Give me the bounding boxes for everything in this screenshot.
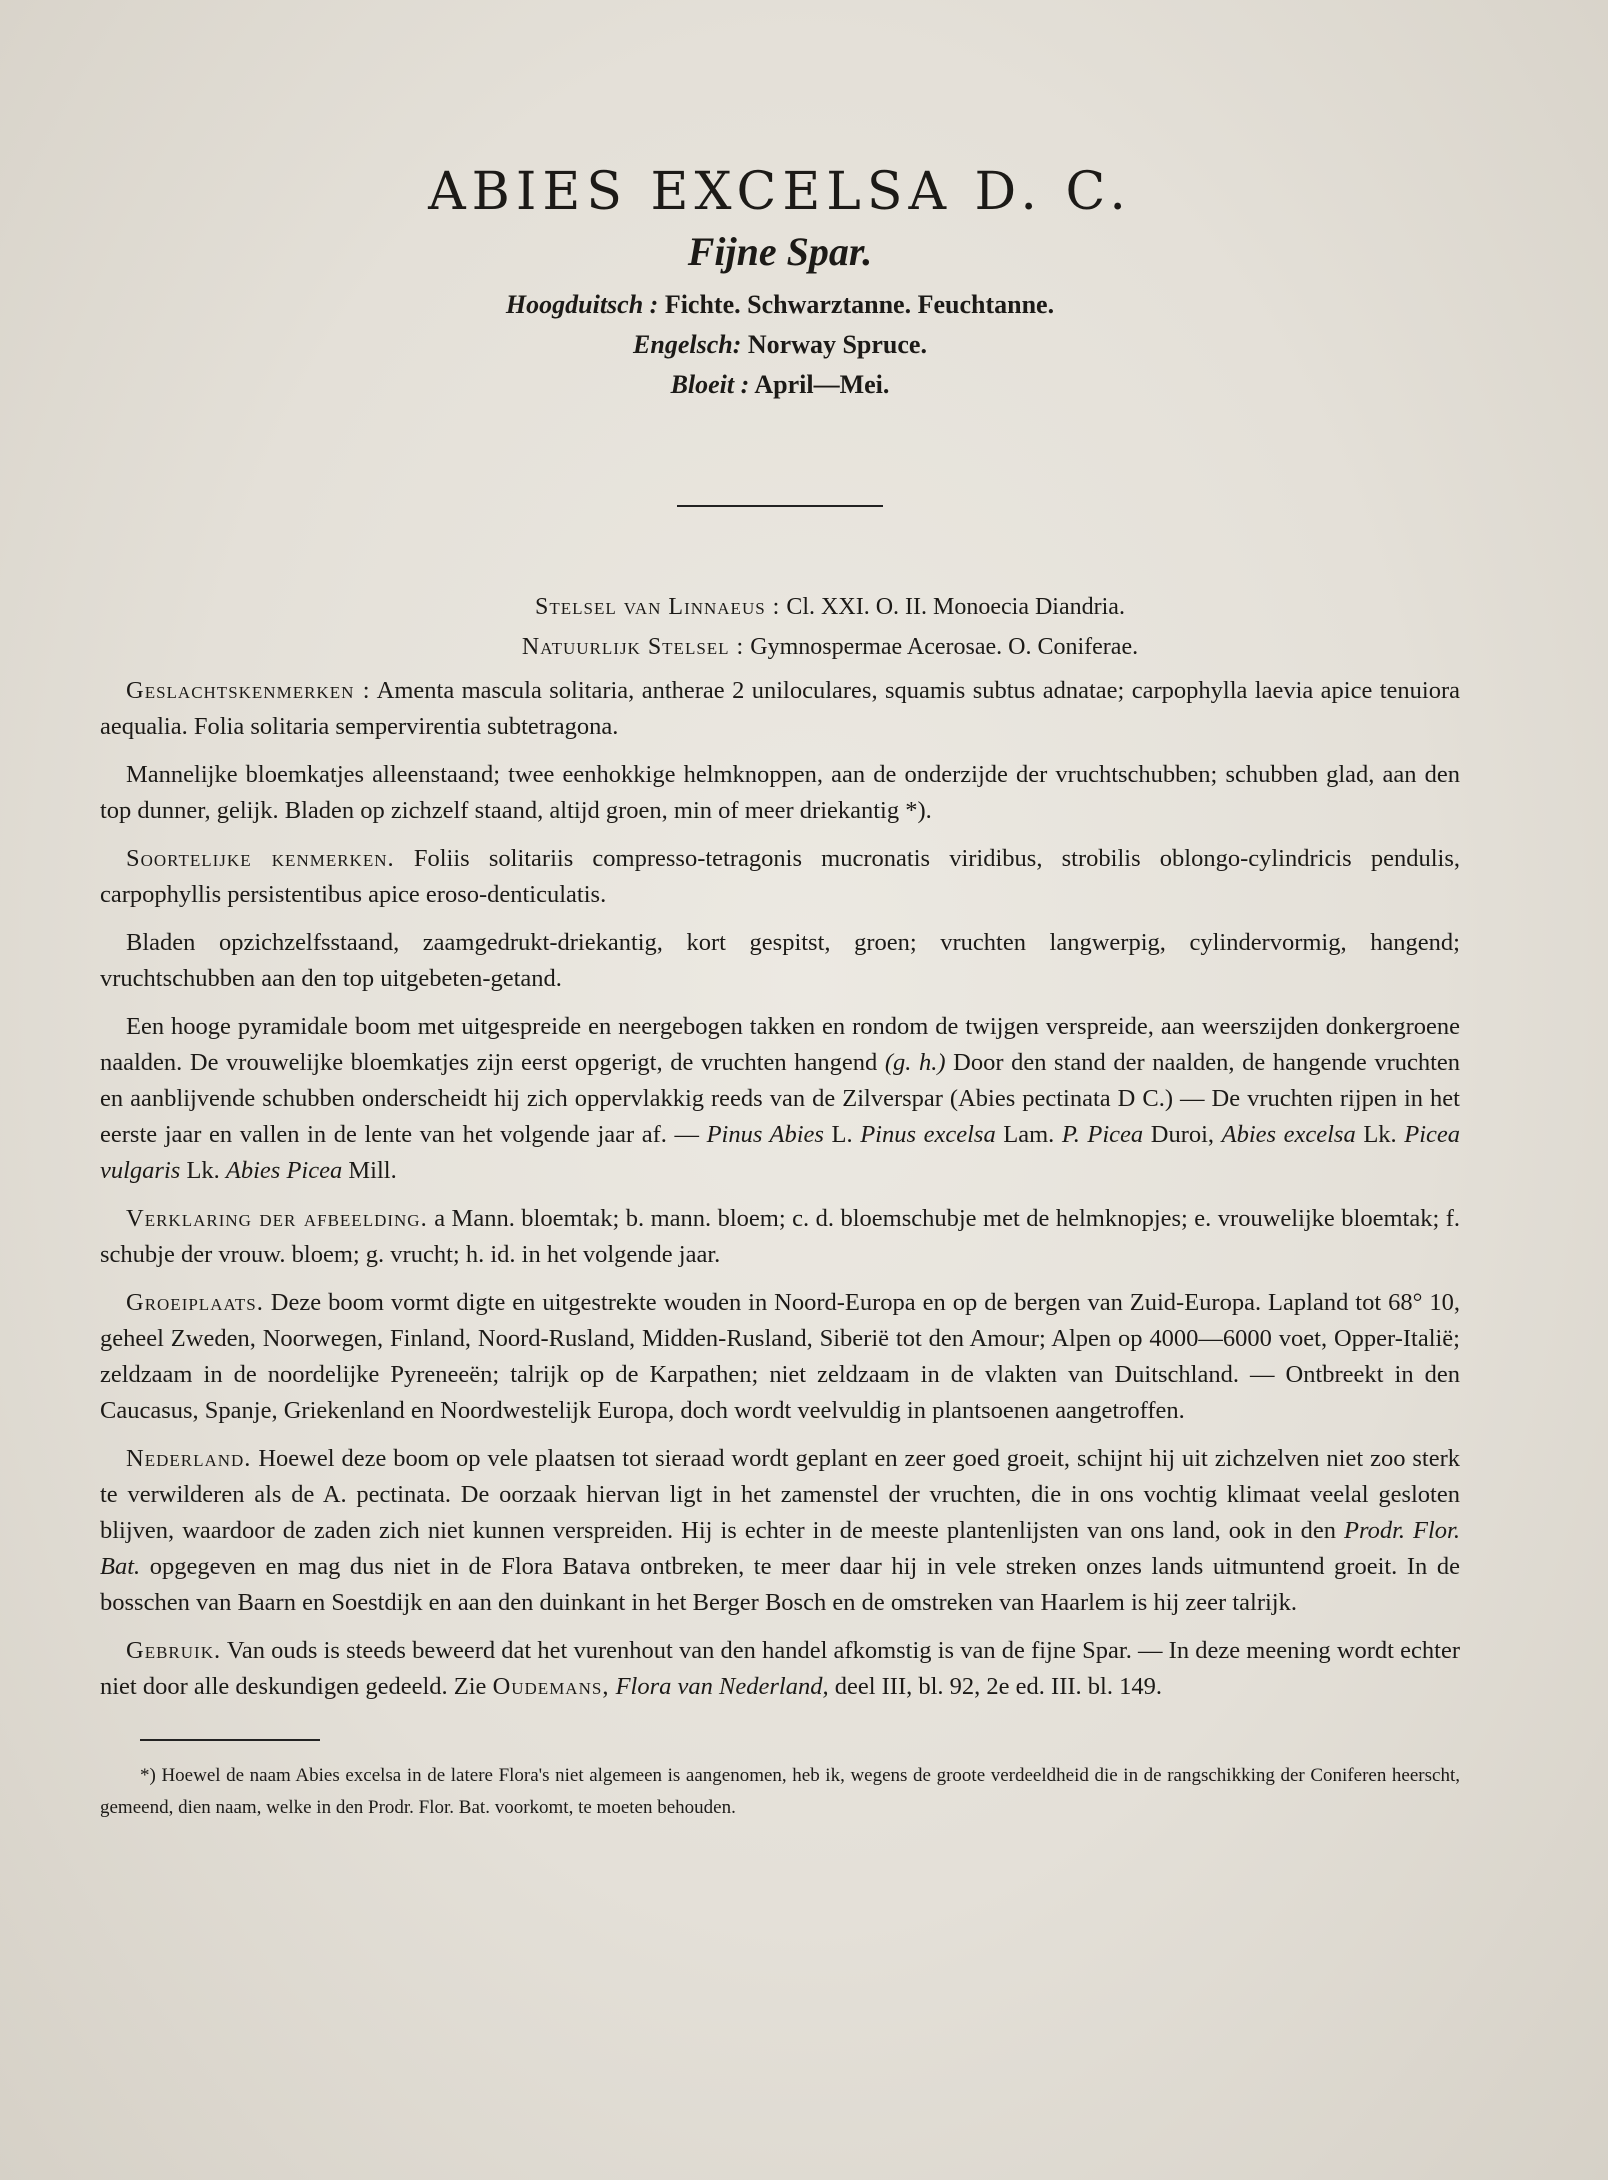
habitat	[100, 1285, 1460, 1429]
species-characters-latin	[100, 841, 1460, 913]
usage-book: Flora van Nederland,	[615, 1673, 829, 1700]
genus-characters-latin	[100, 673, 1460, 745]
genus-label: Geslachtskenmerken :	[126, 677, 371, 704]
synonym: Pinus Abies	[706, 1121, 824, 1148]
synonym-author: Lk.	[186, 1157, 220, 1184]
genus-dutch-text: Mannelijke bloemkatjes alleenstaand; twee eenhokkige helmknoppen, aan de onderzijde der vruchtschubben; schubben glad, aan den top dunner, gelijk. Bladen op zichzelf staand, altijd groen, min of meer driekantig *).	[100, 761, 1460, 824]
netherlands-label: Nederland.	[126, 1445, 252, 1472]
synonym-author: Lk.	[1363, 1121, 1397, 1148]
genus-characters-dutch	[100, 757, 1460, 829]
synonym-author: Mill.	[348, 1157, 397, 1184]
figure-text: a Mann. bloemtak; b. mann. bloem; c. d. bloemschubje met de helmknopjes; e. vrouwelijke bloemtak; f. schubje der vrouw. bloem; g. vrucht; h. id. in het volgende jaar.	[100, 1205, 1461, 1268]
species-dutch-text: Bladen opzichzelfsstaand, zaamgedrukt-driekantig, kort gespitst, groen; vruchten langwerpig, cylindervormig, hangend; vruchtschubben aan den top uitgebeten-getand.	[100, 929, 1460, 992]
common-name: Fijne Spar.	[687, 229, 873, 274]
linnaeus-label: Stelsel van Linnaeus :	[535, 594, 781, 620]
figure-label: Verklaring der afbeelding.	[126, 1205, 428, 1232]
name-english	[100, 325, 1460, 365]
species-label: Soortelijke kenmerken.	[126, 845, 395, 872]
footnote-divider	[140, 1739, 320, 1741]
synonym: Abies Picea	[225, 1157, 343, 1184]
description-text-a: Een hooge pyramidale boom met uitgespreide en neergebogen takken en rondom de twijgen verspreide, aan weerszijden donkergroene naalden. De vrouwelijke bloemkatjes zijn eerst opgerigt, de vruchten hangend	[100, 1013, 1460, 1076]
name-english-value: Norway Spruce.	[747, 330, 927, 359]
usage-label: Gebruik.	[126, 1637, 222, 1664]
netherlands-text-b: opgegeven en mag dus niet in de Flora Batava ontbreken, te meer daar hij in vele streken onzes lands uitmuntend groeit. In de bosschen van Baarn en Soestdijk en aan den duinkant in het Berger Bosch en de omstreken van Haarlem is hij zeer talrijk.	[100, 1553, 1461, 1616]
synonym: Picea vulgaris	[100, 1121, 1461, 1184]
netherlands-text-a: Hoewel deze boom op vele plaatsen tot sieraad wordt geplant en zeer goed groeit, schijnt hij uit zichzelven niet zoo sterk te verwilderen als de A. pectinata. De oorzaak hiervan ligt in het zamenstel der vruchten, die in ons vochtig klimaat veelal gesloten blijven, waardoor de zaden zich niet kunnen verspreiden. Hij is echter in de meeste plantenlijsten van ons land, ook in den	[100, 1445, 1460, 1544]
synonym-author: Lam.	[1003, 1121, 1055, 1148]
linnaeus-system	[200, 587, 1460, 627]
synonym: Abies excelsa	[1221, 1121, 1356, 1148]
usage-text-a: Van ouds is steeds beweerd dat het vurenhout van den handel afkomstig is van de fijne Spar. — In deze meening wordt echter niet door alle deskundigen gedeeld. Zie	[100, 1637, 1460, 1700]
usage-text-b: deel III, bl. 92, 2e ed. III. bl. 149.	[834, 1673, 1162, 1700]
flowering	[100, 365, 1460, 405]
species-text: Foliis solitariis compresso-tetragonis mucronatis viridibus, strobilis oblongo-cylindricis pendulis, carpophyllis persistentibus apice eroso-denticulatis.	[100, 845, 1461, 908]
natural-value: Gymnospermae Acerosae. O. Coniferae.	[750, 634, 1139, 660]
description	[100, 1009, 1460, 1189]
name-german-value: Fichte. Schwarztanne. Feuchtanne.	[664, 290, 1055, 319]
netherlands	[100, 1441, 1460, 1621]
genus-text: Amenta mascula solitaria, antherae 2 uniloculares, squamis subtus adnatae; carpophylla laevia apice tenuiora aequalia. Folia solitaria sempervirentia subtetragona.	[100, 677, 1461, 740]
synonym: Pinus excelsa	[860, 1121, 996, 1148]
synonym-author: L.	[831, 1121, 853, 1148]
species-title: ABIES EXCELSA D. C.	[428, 162, 1132, 222]
synonym: P. Picea	[1061, 1121, 1144, 1148]
name-english-label: Engelsch:	[633, 330, 742, 359]
species-characters-dutch	[100, 925, 1460, 997]
natural-label: Natuurlijk Stelsel :	[521, 634, 745, 660]
prodromus-ref: Prodr. Flor. Bat.	[100, 1517, 1461, 1580]
habitat-text: Deze boom vormt digte en uitgestrekte wouden in Noord-Europa en op de bergen van Zuid-Europa. Lapland tot 68° 10, geheel Zweden, Noorwegen, Finland, Noord-Rusland, Midden-Rusland, Siberië tot den Amour; Alpen op 4000—6000 voet, Opper-Italië; zeldzaam in de noordelijke Pyreneeën; talrijk op de Karpathen; niet zeldzaam in de vlakten van Duitschland. — Ontbreekt in den Caucasus, Spanje, Griekenland en Noordwestelijk Europa, doch wordt veelvuldig in plantsoenen aangetroffen.	[100, 1289, 1460, 1424]
divider	[677, 505, 883, 507]
content	[100, 150, 1460, 1843]
habitat-label: Groeiplaats.	[126, 1289, 264, 1316]
natural-system	[200, 627, 1460, 667]
linnaeus-value: Cl. XXI. O. II. Monoecia Diandria.	[786, 594, 1125, 620]
description-gh: (g. h.)	[884, 1049, 946, 1076]
name-german-label: Hoogduitsch :	[505, 290, 659, 319]
flowering-label: Bloeit :	[670, 370, 750, 399]
figure-explanation	[100, 1201, 1460, 1273]
synonym-author: Duroi,	[1150, 1121, 1215, 1148]
usage-author: Oudemans,	[492, 1673, 610, 1700]
description-text-b: Door den stand der naalden, de hangende vruchten en aanblijvende schubben onderscheidt hij zich oppervlakkig reeds van de Zilverspar (Abies pectinata D C.) — De vruchten rijpen in het eerste jaar en vallen in de lente van het volgende jaar af. —	[100, 1049, 1461, 1148]
usage	[100, 1633, 1460, 1705]
footnote: *) Hoewel de naam Abies excelsa in de latere Flora's niet algemeen is aangenomen, heb ik, wegens de groote verdeeldheid die in de rangschikking der Coniferen heerscht, gemeend, dien naam, welke in den Prodr. Flor. Bat. voorkomt, te moeten behouden.	[100, 1765, 1460, 1818]
name-german	[100, 285, 1460, 325]
flowering-value: April—Mei.	[754, 370, 890, 399]
